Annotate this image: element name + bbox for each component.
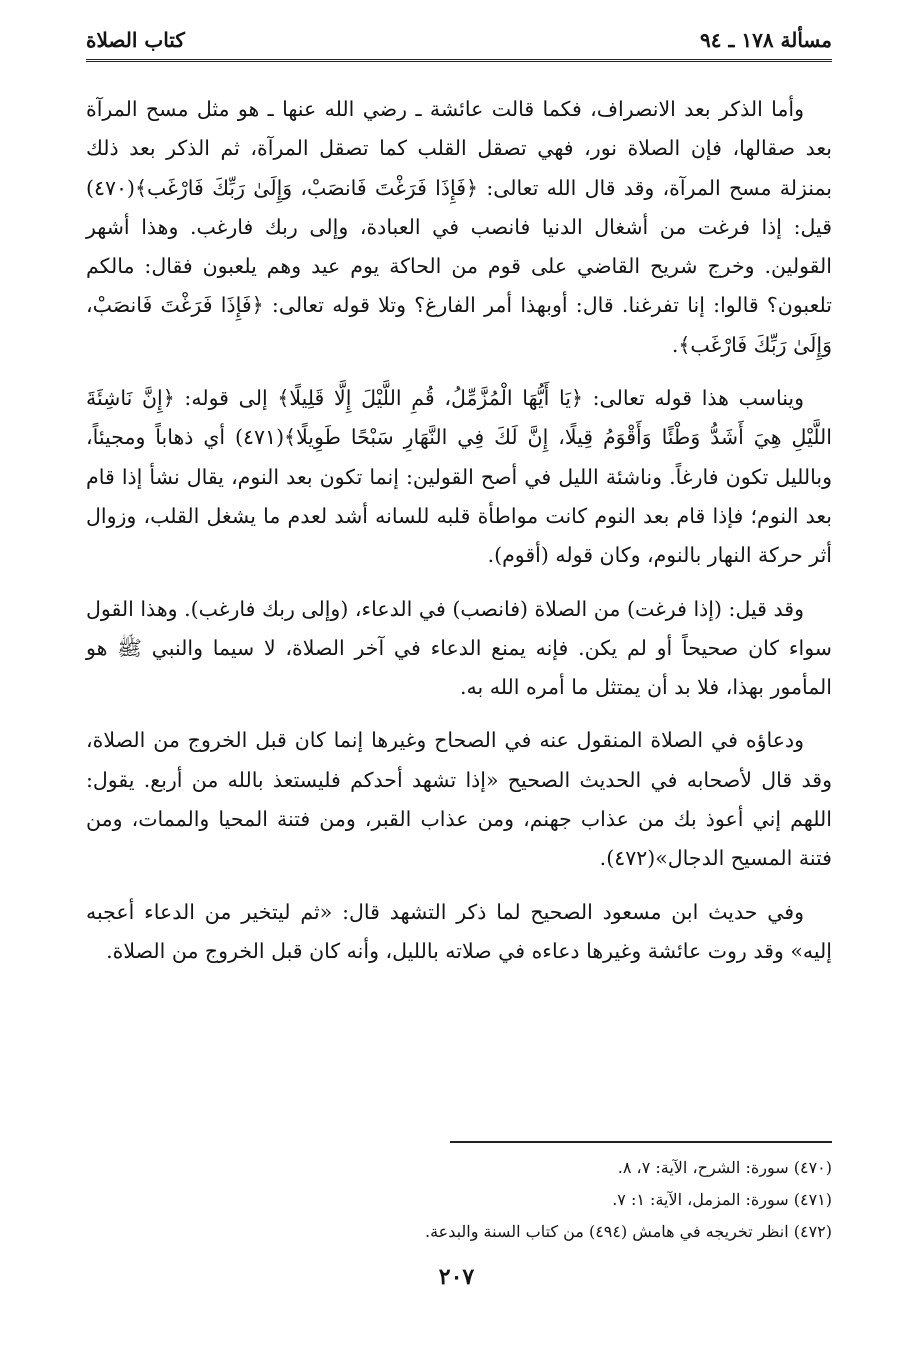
- paragraph: ويناسب هذا قوله تعالى: ﴿يَا أَيُّهَا الْمُزَّمِّلُ، قُمِ اللَّيْلَ إِلَّا قَلِيلًا﴾ إلى قوله: ﴿إِنَّ نَاشِئَةَ اللَّيْلِ هِيَ أَشَدُّ وَطْئًا وَأَقْوَمُ قِيلًا، إِنَّ لَكَ فِي النَّهَارِ سَبْحًا طَوِيلًا﴾(٤٧١) أي ذهاباً ومجيئاً، وبالليل تكون فارغاً. وناشئة الليل في أصح القولين: إنما تكون بعد النوم، يقال نشأ إذا قام بعد النوم؛ فإذا قام بعد النوم كانت مواطأة قلبه للسانه أشد لعدم ما يشغل القلب، وزوال أثر حركة النهار بالنوم، وكان قوله (أقوم).: [86, 386, 832, 568]
- main-text: [86, 90, 832, 985]
- book-title: كتاب الصلاة: [86, 28, 185, 52]
- footnote: (٤٧١) سورة: المزمل، الآية: ١: ٧.: [612, 1190, 832, 1209]
- running-header: [86, 22, 832, 58]
- paragraph: وأما الذكر بعد الانصراف، فكما قالت عائشة ـ رضي الله عنها ـ هو مثل مسح المرآة بعد صقالها، فإن الصلاة نور، فهي تصقل القلب كما تصقل المرآة، ثم الذكر بعد ذلك بمنزلة مسح المرآة، وقد قال الله تعالى: ﴿فَإِذَا فَرَغْتَ فَانصَبْ، وَإِلَىٰ رَبِّكَ فَارْغَب﴾(٤٧٠) قيل: إذا فرغت من أشغال الدنيا فانصب في العبادة، وإلى ربك فارغب. وهذا أشهر القولين. وخرج شريح القاضي على قوم من الحاكة يوم عيد وهم يلعبون فقال: مالكم تلعبون؟ قالوا: إنا تفرغنا. قال: أوبهذا أمر الفارغ؟ وتلا قوله تعالى: ﴿فَإِذَا فَرَغْتَ فَانصَبْ، وَإِلَىٰ رَبِّكَ فَارْغَب﴾.: [86, 97, 832, 357]
- issue-range: مسألة ١٧٨ ـ ٩٤: [700, 28, 832, 52]
- footnote: (٤٧٠) سورة: الشرح، الآية: ٧، ٨.: [617, 1158, 832, 1177]
- page-number: ٢٠٧: [438, 1264, 475, 1290]
- paragraph: ودعاؤه في الصلاة المنقول عنه في الصحاح وغيرها إنما كان قبل الخروج من الصلاة، وقد قال لأصحابه في الحديث الصحيح «إذا تشهد أحدكم فليستعذ بالله من أربع. يقول: اللهم إني أعوذ بك من عذاب جهنم، ومن عذاب القبر، ومن فتنة المحيا والممات، ومن فتنة المسيح الدجال»(٤٧٢).: [86, 728, 832, 871]
- paragraph: وقد قيل: (إذا فرغت) من الصلاة (فانصب) في الدعاء، (وإلى ربك فارغب). وهذا القول سواء كان صحيحاً أو لم يكن. فإنه يمنع الدعاء في آخر الصلاة، لا سيما والنبي ﷺ هو المأمور بهذا، فلا بد أن يمتثل ما أمره الله به.: [86, 596, 832, 700]
- paragraph: وفي حديث ابن مسعود الصحيح لما ذكر التشهد قال: «ثم ليتخير من الدعاء أعجبه إليه» وقد روت عائشة وغيرها دعاءه في صلاته بالليل، وأنه كان قبل الخروج من الصلاة.: [86, 899, 832, 963]
- footnote: (٤٧٢) انظر تخريجه في هامش (٤٩٤) من كتاب السنة والبدعة.: [424, 1222, 832, 1241]
- header-rule: [86, 59, 832, 62]
- footnote-rule: [450, 1141, 832, 1143]
- footnotes: [86, 1152, 832, 1248]
